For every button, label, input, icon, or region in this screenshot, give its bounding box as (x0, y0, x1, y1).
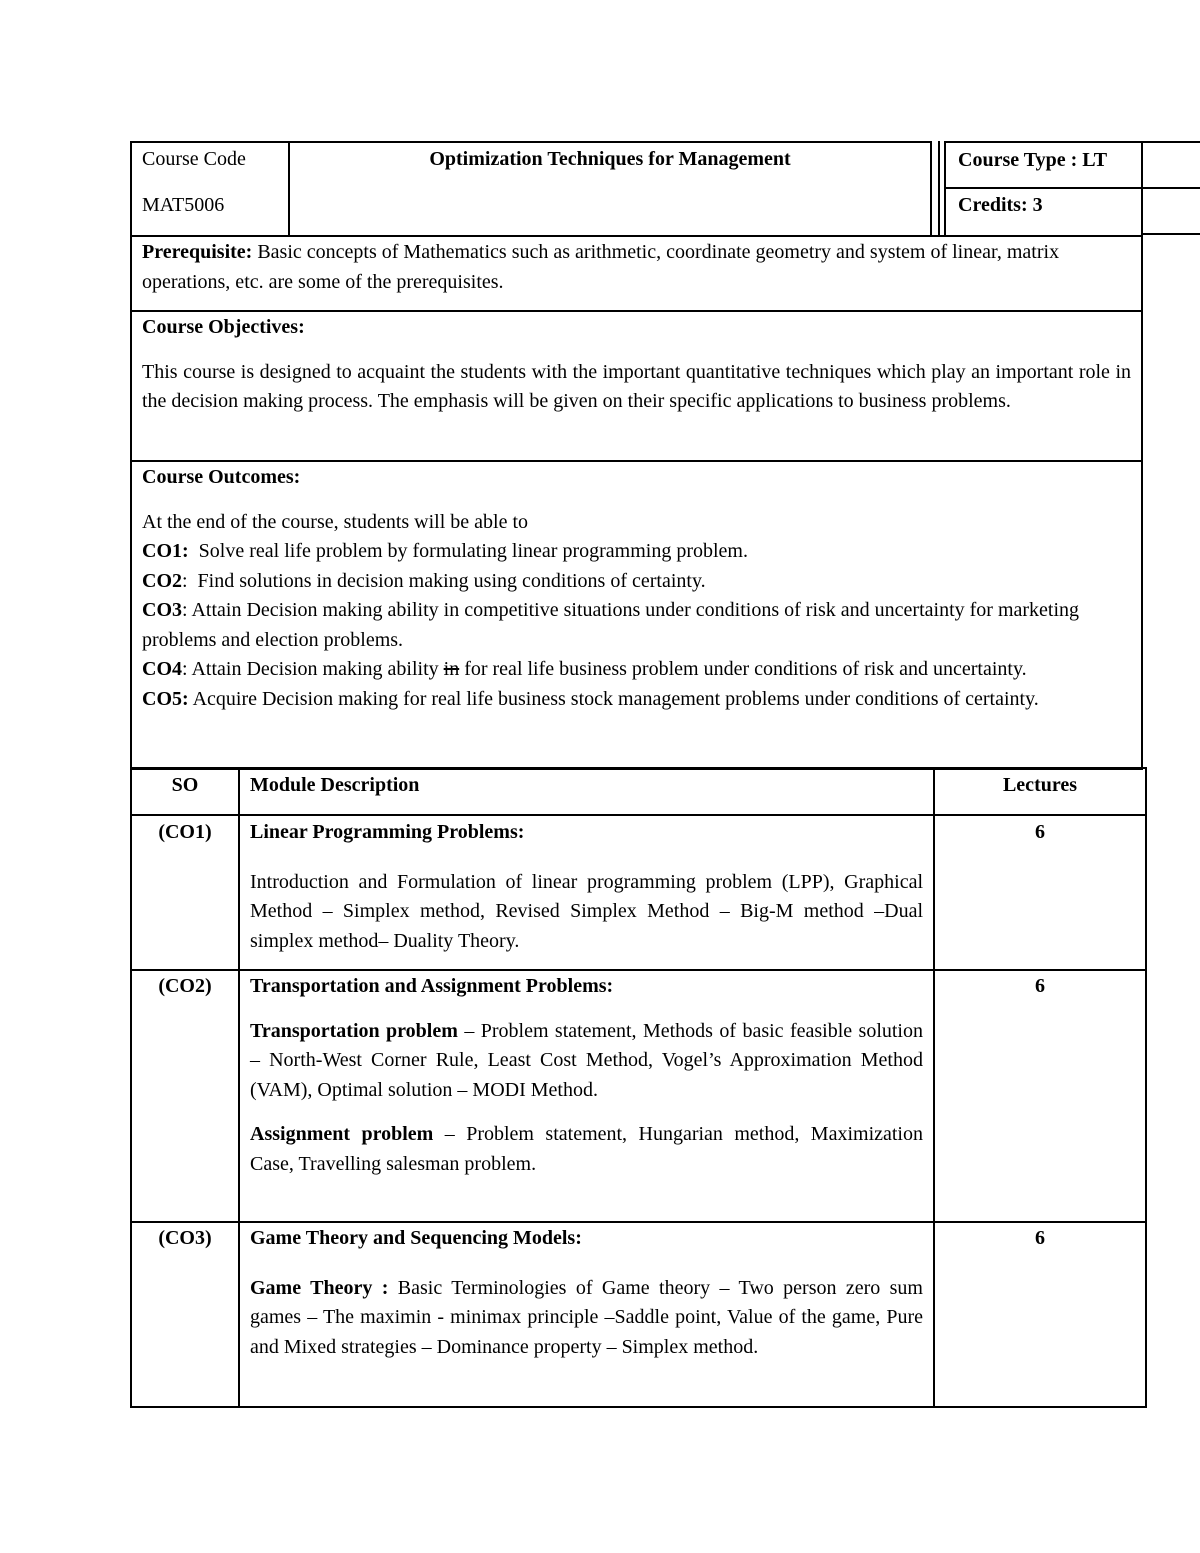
outcome-text: : Attain Decision making ability in competitive situations under conditions of risk and uncertainty for marketing problems and election problems. (142, 599, 1080, 651)
course-code-cell (130, 141, 290, 237)
outcome-code: CO5: (142, 687, 189, 710)
table-row-description (238, 969, 935, 1223)
table-row-lectures: 6 (933, 969, 1147, 1223)
credits: Credits: 3 (958, 194, 1043, 216)
outcome-code: CO3 (142, 599, 182, 621)
table-header-description: Module Description (238, 767, 935, 816)
module-text: Transportation problem – Problem statement, Methods of basic feasible solution – North-West Corner Rule, Least Cost Method, Vogel’s Approximation Method (VAM), Optimal solution – MODI Method. (250, 1019, 923, 1101)
outcome-item (142, 537, 1131, 567)
outcome-text: : Attain Decision making ability (182, 658, 444, 680)
table-header-lectures: Lectures (933, 767, 1147, 816)
course-code-label: Course Code (142, 148, 246, 170)
table-row-description (238, 814, 935, 971)
prerequisite-section (130, 235, 1143, 312)
module-title: Linear Programming Problems: (250, 821, 525, 843)
outcomes-label: Course Outcomes: (142, 466, 301, 488)
overflow-cell-border (1141, 233, 1200, 235)
outcome-text: : Find solutions in decision making using conditions of certainty. (182, 569, 706, 592)
module-title: Game Theory and Sequencing Models: (250, 1227, 582, 1249)
outcomes-intro: At the end of the course, students will be able to (142, 510, 529, 533)
outcomes-section (130, 460, 1143, 770)
outcome-text: Solve real life problem by formulating linear programming problem. (188, 540, 748, 562)
table-row-so: (CO3) (130, 1221, 240, 1408)
outcome-code: CO2 (142, 569, 182, 592)
course-title: Optimization Techniques for Management (429, 148, 791, 170)
module-text: Game Theory : Basic Terminologies of Game theory – Two person zero sum games – The maximin - minimax principle –Saddle point, Value of the game, Pure and Mixed strategies – Dominance property – Simplex method. (250, 1276, 923, 1358)
objectives-section (130, 310, 1143, 462)
table-row-so: (CO2) (130, 969, 240, 1223)
prerequisite-label: Prerequisite: (142, 241, 253, 263)
credits-cell (944, 187, 1143, 237)
objectives-text: This course is designed to acquaint the students with the important quantitative techniques which play an important role in the decision making process. The emphasis will be given on their specific applications to business problems. (142, 360, 1131, 412)
outcome-item (142, 655, 1131, 685)
outcome-text: for real life business problem under conditions of risk and uncertainty. (459, 658, 1027, 680)
objectives-label: Course Objectives: (142, 316, 305, 338)
outcome-text: Acquire Decision making for real life business stock management problems under conditions of certainty. (188, 687, 1039, 710)
overflow-cell-border (1141, 187, 1200, 189)
table-row-lectures: 6 (933, 1221, 1147, 1408)
table-row-description (238, 1221, 935, 1408)
table-row-lectures: 6 (933, 814, 1147, 971)
module-text: Assignment problem – Problem statement, Hungarian method, Maximization Case, Travelling salesman problem. (250, 1123, 923, 1175)
table-row-so: (CO1) (130, 814, 240, 971)
overflow-cell-border (1141, 141, 1200, 143)
outcome-item (142, 567, 1131, 597)
struck-text: in (443, 658, 460, 680)
course-code: MAT5006 (142, 193, 225, 216)
outcome-item (142, 596, 1131, 655)
header-divider (938, 141, 940, 237)
course-type-cell (944, 141, 1143, 189)
module-title: Transportation and Assignment Problems: (250, 975, 614, 997)
outcome-code: CO1: (142, 540, 189, 562)
course-type: Course Type : LT (958, 149, 1108, 171)
outcome-code: CO4 (142, 658, 182, 680)
module-text: Introduction and Formulation of linear programming problem (LPP), Graphical Method – Simplex method, Revised Simplex Method – Big-M method –Dual simplex method– Duality Theory. (250, 870, 923, 952)
table-header-so: SO (130, 767, 240, 816)
prerequisite-text: Basic concepts of Mathematics such as arithmetic, coordinate geometry and system of linear, matrix operations, etc. are some of the prerequisites. (142, 241, 1060, 293)
course-title-cell (288, 141, 932, 237)
outcome-item (142, 685, 1131, 715)
